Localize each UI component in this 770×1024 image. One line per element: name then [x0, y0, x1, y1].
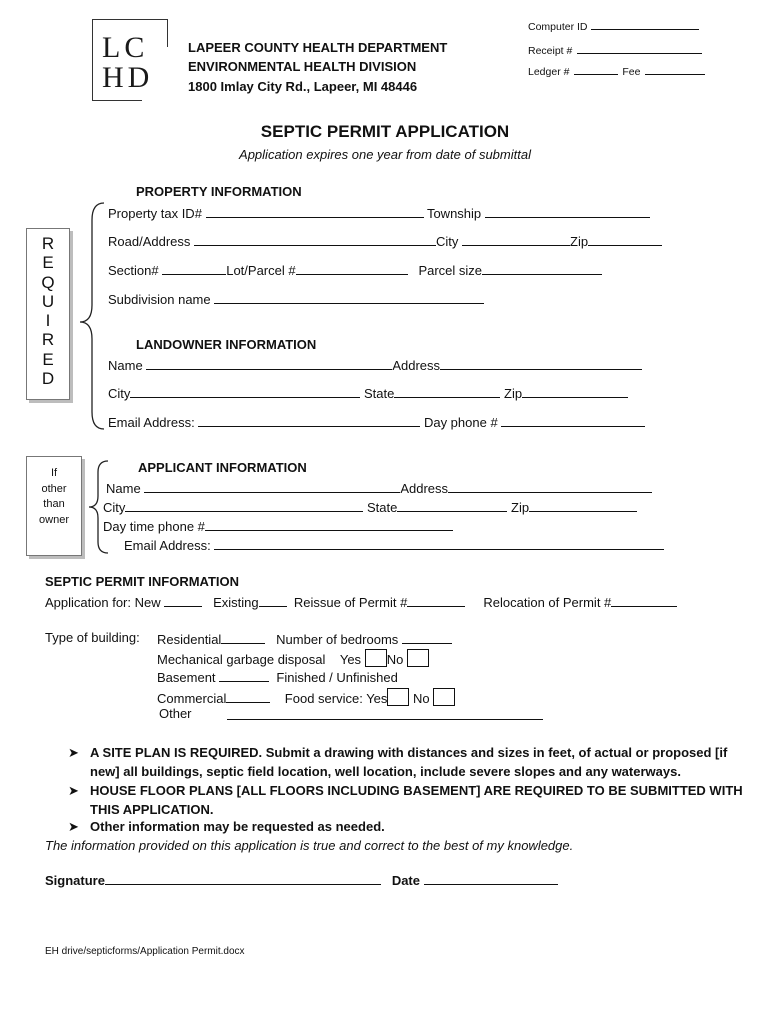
- note-other-info: [68, 819, 385, 835]
- date-label: Date: [391, 873, 420, 888]
- page-title: SEPTIC PERMIT APPLICATION: [260, 122, 510, 141]
- page-subtitle: Application expires one year from date of submittal: [239, 147, 531, 162]
- signature-input[interactable]: [105, 871, 381, 885]
- landowner-row-2: [108, 384, 628, 401]
- road-input[interactable]: [194, 232, 436, 246]
- signature-row: [45, 871, 558, 888]
- landowner-email-input[interactable]: [198, 413, 420, 427]
- application-for-row: [45, 593, 677, 610]
- receipt-label: Receipt #: [528, 45, 573, 57]
- applicant-address-label: Address: [400, 481, 449, 496]
- landowner-email-label: Email Address:: [108, 415, 195, 430]
- applicant-row-1: [106, 479, 652, 496]
- applicant-row-2: [103, 498, 637, 515]
- required-label: R E Q U I R E D: [41, 234, 55, 389]
- property-row-3: [108, 261, 602, 278]
- lot-input[interactable]: [296, 261, 408, 275]
- landowner-name-label: Name: [108, 358, 143, 373]
- existing-input[interactable]: [259, 593, 287, 607]
- if-other-label: If other than owner: [39, 467, 69, 526]
- garbage-yes-label: Yes: [339, 652, 362, 667]
- landowner-state-label: State: [364, 386, 395, 401]
- commercial-input[interactable]: [226, 689, 270, 703]
- food-service-label: Food service: Yes: [284, 691, 388, 706]
- residential-input[interactable]: [221, 630, 265, 644]
- reissue-label: Reissue of Permit #: [293, 595, 408, 610]
- landowner-heading: LANDOWNER INFORMATION: [136, 337, 317, 352]
- landowner-address-label: Address: [392, 358, 441, 373]
- subdivision-label: Subdivision name: [108, 292, 211, 307]
- applicant-city-label: City: [103, 500, 126, 515]
- computer-id-label: Computer ID: [528, 21, 588, 33]
- landowner-zip-input[interactable]: [522, 384, 628, 398]
- type-of-building-label: Type of building:: [45, 630, 140, 645]
- receipt-field[interactable]: [528, 41, 702, 59]
- tax-id-input[interactable]: [206, 204, 424, 218]
- note-other-info-text: Other information may be requested as needed.: [90, 819, 385, 834]
- signature-label: Signature: [45, 873, 105, 888]
- applicant-email-input[interactable]: [214, 536, 664, 550]
- applicant-state-input[interactable]: [397, 498, 507, 512]
- applicant-zip-input[interactable]: [529, 498, 637, 512]
- landowner-state-input[interactable]: [394, 384, 500, 398]
- garbage-label: Mechanical garbage disposal: [157, 652, 326, 667]
- bedrooms-input[interactable]: [402, 630, 452, 644]
- property-city-input[interactable]: [462, 232, 570, 246]
- food-no-checkbox[interactable]: [433, 688, 455, 706]
- property-row-1: [108, 204, 650, 221]
- bedrooms-label: Number of bedrooms: [276, 632, 399, 647]
- section-input[interactable]: [162, 261, 226, 275]
- tax-id-label: Property tax ID#: [108, 206, 202, 221]
- applicant-row-4: [124, 536, 664, 553]
- property-row-4: [108, 290, 484, 307]
- food-yes-checkbox[interactable]: [387, 688, 409, 706]
- landowner-name-input[interactable]: [146, 356, 392, 370]
- lot-label: Lot/Parcel #: [226, 263, 296, 278]
- building-row-1: [157, 630, 452, 647]
- required-box: [26, 228, 70, 400]
- note-floor-plans: [68, 781, 752, 819]
- garbage-no-checkbox[interactable]: [407, 649, 429, 667]
- applicant-row-3: [103, 517, 453, 534]
- relocation-label: Relocation of Permit #: [483, 595, 612, 610]
- required-brace: [76, 200, 106, 432]
- food-no-label: No: [413, 691, 430, 706]
- landowner-phone-input[interactable]: [501, 413, 645, 427]
- landowner-row-1: [108, 356, 642, 373]
- property-heading: PROPERTY INFORMATION: [136, 184, 302, 199]
- relocation-input[interactable]: [611, 593, 677, 607]
- computer-id-field[interactable]: [528, 19, 699, 33]
- certify-statement: The information provided on this application is true and correct to the best of my knowledge.: [45, 838, 574, 853]
- subdivision-input[interactable]: [214, 290, 484, 304]
- property-zip-input[interactable]: [588, 232, 662, 246]
- building-row-4: [157, 688, 455, 706]
- other-label: Other: [159, 706, 192, 721]
- basement-label: Basement: [157, 670, 216, 685]
- applicant-address-input[interactable]: [448, 479, 652, 493]
- township-label: Township: [426, 206, 482, 221]
- township-input[interactable]: [485, 204, 650, 218]
- arrow-bullet-icon: ➤: [68, 745, 79, 760]
- footer-path: EH drive/septicforms/Application Permit.docx: [45, 946, 245, 957]
- landowner-row-3: [108, 413, 645, 430]
- residential-label: Residential: [157, 632, 222, 647]
- finished-label: Finished / Unfinished: [276, 670, 398, 685]
- new-label: New: [134, 595, 161, 610]
- applicant-heading: APPLICANT INFORMATION: [138, 460, 307, 475]
- garbage-yes-checkbox[interactable]: [365, 649, 387, 667]
- note-site-plan: [68, 743, 752, 781]
- applicant-phone-input[interactable]: [205, 517, 453, 531]
- application-for-label: Application for:: [45, 595, 131, 610]
- landowner-zip-label: Zip: [504, 386, 523, 401]
- applicant-email-label: Email Address:: [124, 538, 211, 553]
- building-row-5: [159, 706, 192, 721]
- building-row-2: [157, 649, 429, 667]
- basement-input[interactable]: [219, 668, 269, 682]
- new-input[interactable]: [164, 593, 202, 607]
- applicant-name-label: Name: [106, 481, 141, 496]
- dept-address: 1800 Imlay City Rd., Lapeer, MI 48446: [188, 79, 418, 94]
- permit-heading: SEPTIC PERMIT INFORMATION: [45, 574, 240, 589]
- commercial-label: Commercial: [157, 691, 227, 706]
- applicant-city-input[interactable]: [125, 498, 363, 512]
- building-row-3: [157, 668, 398, 685]
- garbage-no-label: No: [386, 652, 404, 667]
- existing-label: Existing: [213, 595, 259, 610]
- applicant-name-input[interactable]: [144, 479, 400, 493]
- fee-label: Fee: [622, 66, 641, 78]
- landowner-phone-label: Day phone #: [423, 415, 498, 430]
- division-name: ENVIRONMENTAL HEALTH DIVISION: [188, 59, 417, 74]
- arrow-bullet-icon: ➤: [68, 783, 79, 798]
- applicant-phone-label: Day time phone #: [103, 519, 205, 534]
- road-label: Road/Address: [108, 234, 191, 249]
- applicant-zip-label: Zip: [511, 500, 530, 515]
- ledger-label: Ledger #: [528, 66, 570, 78]
- landowner-city-label: City: [108, 386, 131, 401]
- ledger-fee-field[interactable]: [528, 62, 705, 80]
- parcel-size-input[interactable]: [482, 261, 602, 275]
- applicant-state-label: State: [367, 500, 398, 515]
- reissue-input[interactable]: [407, 593, 465, 607]
- parcel-size-label: Parcel size: [418, 263, 483, 278]
- property-city-label: City: [436, 234, 459, 249]
- dept-name: LAPEER COUNTY HEALTH DEPARTMENT: [188, 40, 448, 55]
- property-zip-label: Zip: [570, 234, 589, 249]
- landowner-address-input[interactable]: [440, 356, 642, 370]
- date-input[interactable]: [424, 871, 558, 885]
- note-site-plan-text: A SITE PLAN IS REQUIRED. Submit a drawing with distances and sizes in feet, of actual or proposed [if new] all buildings, septic field location, well location, include severe slopes and any waterways.: [90, 745, 728, 779]
- property-row-2: [108, 232, 662, 249]
- lchd-logo: [92, 19, 168, 101]
- logo-letters: LCHD: [102, 31, 154, 94]
- landowner-city-input[interactable]: [130, 384, 360, 398]
- note-floor-plans-text: HOUSE FLOOR PLANS [ALL FLOORS INCLUDING BASEMENT] ARE REQUIRED TO BE SUBMITTED WITH THIS APPLICATION.: [90, 783, 743, 817]
- if-other-box: [26, 456, 82, 556]
- arrow-bullet-icon: ➤: [68, 819, 79, 834]
- other-input[interactable]: [227, 706, 543, 720]
- section-label: Section#: [108, 263, 159, 278]
